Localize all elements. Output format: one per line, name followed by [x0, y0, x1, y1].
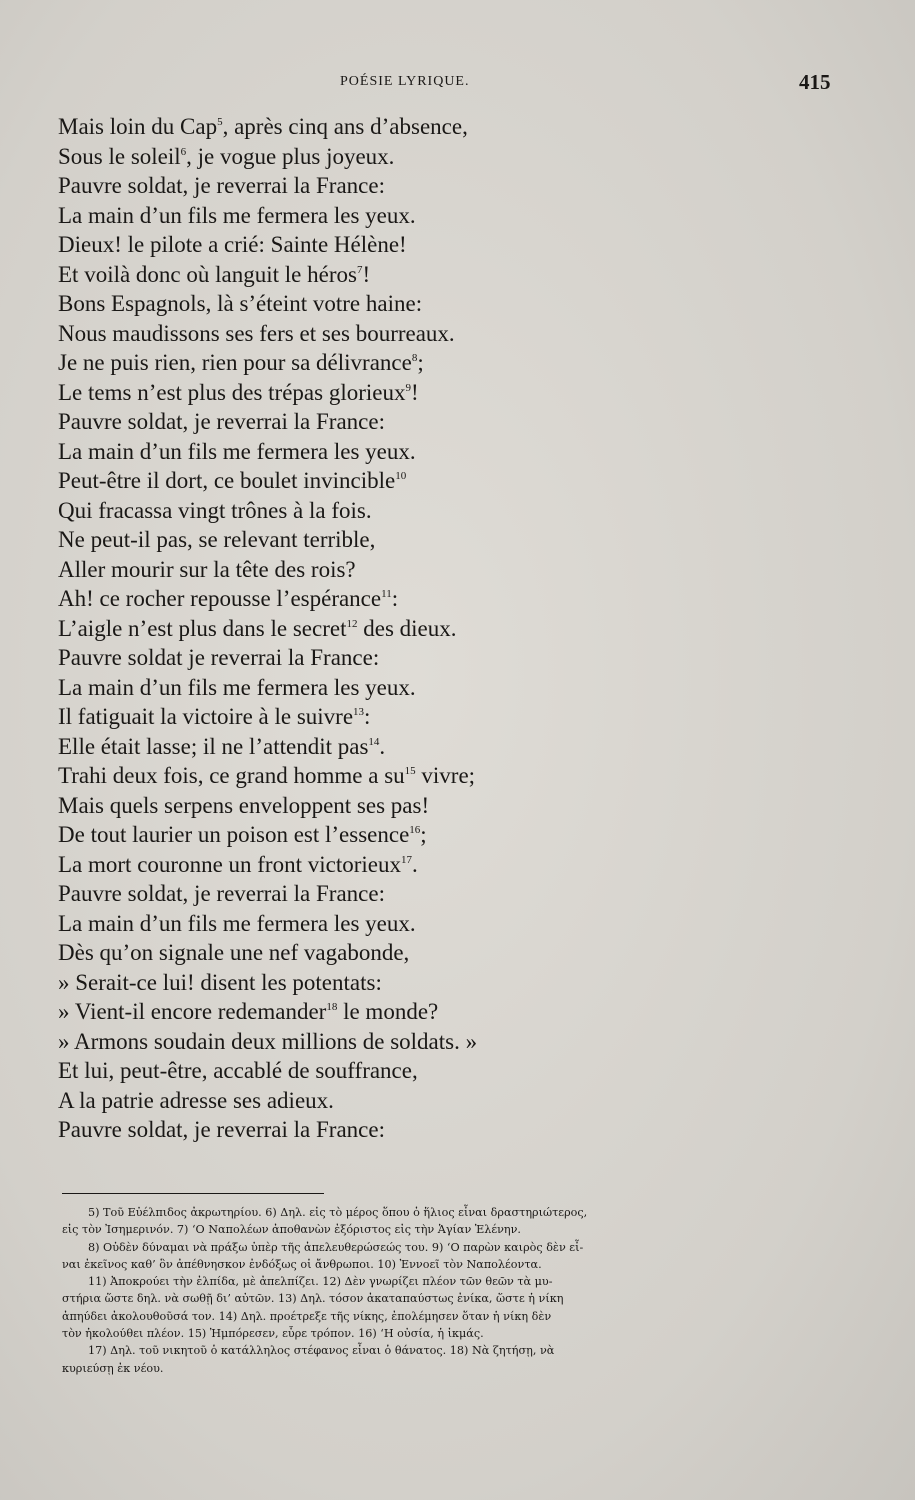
poem-line-text: Trahi deux fois, ce grand homme a su: [58, 763, 405, 788]
poem-line: [58, 112, 578, 142]
poem-line: [58, 378, 578, 408]
poem-line: [58, 407, 578, 437]
poem-line-text: Il fatiguait la victoire à le suivre: [58, 704, 354, 729]
poem-line: [58, 1027, 578, 1057]
poem-line-text: Mais loin du Cap: [58, 114, 218, 139]
poem-line-text: le monde?: [337, 999, 439, 1024]
footnote-line: ἀπηύδει ἀκολουθοῦσά τον. 14) Δηλ. προέτρεξε τῆς νίκης, ἐπολέμησεν ὅταν ἡ νίκη δὲν: [62, 1309, 552, 1323]
poem-line-text: ;: [420, 822, 427, 847]
poem-line-text: Ne peut-il pas, se relevant terrible,: [58, 527, 376, 552]
poem-line-text: L’aigle n’est plus dans le secret: [58, 615, 347, 641]
poem-line-text: !: [362, 261, 371, 287]
poem-line-text: Pauvre soldat je reverrai la France:: [58, 645, 380, 670]
poem-line: [58, 614, 578, 644]
poem-line-text: Bons Espagnols, là s’éteint votre haine:: [58, 291, 423, 316]
poem-line: [58, 525, 578, 555]
poem-line-text: » Serait-ce lui! disent les potentats:: [58, 969, 382, 995]
poem-line-text: , après cinq ans d’absence,: [222, 114, 468, 139]
footnote-reference: 13: [353, 706, 365, 718]
poem-line: [58, 555, 578, 585]
footnote-reference: 15: [404, 765, 416, 777]
poem-line-text: Dès qu’on signale une nef vagabonde,: [58, 940, 410, 965]
poem-line: [58, 319, 578, 349]
poem-line-text: :: [364, 704, 371, 729]
footnote-reference: 8: [411, 352, 418, 364]
poem-line-text: .: [379, 733, 386, 759]
poem-line-text: Nous maudissons ses fers et ses bourreaux.: [58, 320, 455, 346]
poem-line-text: A la patrie adresse ses adieux.: [58, 1087, 334, 1113]
footnote-reference: 6: [180, 145, 187, 158]
poem-line-text: La main d’un fils me fermera les yeux.: [58, 910, 416, 936]
poem-line: [58, 702, 578, 732]
poem-line-text: » Vient-il encore redemander: [58, 999, 327, 1024]
footnote-line: 17) Δηλ. τοῦ νικητοῦ ὁ κατάλληλος στέφανος εἶναι ὁ θάνατος. 18) Νὰ ζητήσῃ, νὰ: [88, 1344, 555, 1358]
poem-line: [58, 761, 578, 791]
poem-line-text: Pauvre soldat, je reverrai la France:: [58, 881, 385, 906]
footnote-line: στήρια ὥστε δηλ. νὰ σωθῇ δι’ αὐτῶν. 13) Δηλ. τόσον ἀκαταπαύστως ἐνίκα, ὥστε ἡ νίκη: [62, 1292, 564, 1306]
poem-line-text: Je ne puis rien, rien pour sa délivrance: [58, 350, 412, 375]
poem-line-text: des dieux.: [357, 615, 457, 641]
poem-line-text: ;: [417, 350, 424, 375]
poem-line: [58, 171, 578, 201]
poem-line: [58, 997, 578, 1027]
poem-line-text: La main d’un fils me fermera les yeux.: [58, 202, 416, 228]
running-header-title: POÉSIE LYRIQUE.: [340, 74, 470, 89]
footnote-reference: 12: [346, 617, 358, 630]
poem-line-text: Qui fracassa vingt trônes à la fois.: [58, 497, 372, 523]
poem-line-text: Aller mourir sur la tête des rois?: [58, 556, 356, 582]
poem-line: [58, 1056, 578, 1086]
footnote-line: κυριεύσῃ ἐκ νέου.: [62, 1361, 164, 1375]
poem-line: [58, 230, 578, 260]
poem-line-text: De tout laurier un poison est l’essence: [58, 822, 410, 847]
poem-line-text: vivre;: [415, 763, 476, 788]
footnote-line: 8) Οὐδὲν δύναμαι νὰ πράξω ὑπὲρ τῆς ἀπελευθερώσεώς του. 9) ‘Ο παρὼν καιρὸς δὲν εἶ-: [88, 1240, 584, 1254]
poem-line: [58, 348, 578, 378]
poem-line-text: , je vogue plus joyeux.: [186, 143, 395, 169]
poem-line-text: La mort couronne un front victorieux: [58, 851, 401, 877]
poem-line-text: Mais quels serpens enveloppent ses pas!: [58, 792, 430, 818]
page-number: 415: [799, 70, 831, 94]
poem-line: [58, 466, 578, 496]
poem-line: [58, 260, 578, 290]
poem-line: [58, 879, 578, 909]
footnotes: [62, 1204, 822, 1377]
poem-line: [58, 820, 578, 850]
poem-line: [58, 289, 578, 319]
poem-line: [58, 643, 578, 673]
footnote-line: ναι ἐκεῖνος καθ’ ὃν ἀπέθνησκον ἐνδόξως οἱ ἄνθρωποι. 10) Ἐννοεῖ τὸν Ναπολέοντα.: [62, 1257, 542, 1271]
poem-line: [58, 496, 578, 526]
poem-line-text: Et lui, peut-être, accablé de souffrance,: [58, 1058, 418, 1083]
poem-line-text: Elle était lasse; il ne l’attendit pas: [58, 733, 369, 759]
poem-line-text: Pauvre soldat, je reverrai la France:: [58, 409, 385, 434]
footnote-reference: 14: [368, 735, 380, 748]
poem-line-text: Peut-être il dort, ce boulet invincible: [58, 468, 396, 493]
poem-line: [58, 142, 578, 172]
poem-line: [58, 968, 578, 998]
poem-line-text: :: [391, 586, 399, 611]
footnote-reference: 5: [217, 116, 223, 128]
poem-line-text: Pauvre soldat, je reverrai la France:: [58, 173, 385, 198]
footnote-reference: 7: [356, 263, 363, 276]
poem-line-text: La main d’un fils me fermera les yeux.: [58, 438, 416, 464]
poem-line-text: Sous le soleil: [58, 143, 181, 169]
poem-line: [58, 1086, 578, 1116]
poem-line: [58, 437, 578, 467]
footnote-reference: 18: [326, 1001, 338, 1013]
poem-line: [58, 584, 578, 614]
footnote-reference: 10: [395, 470, 407, 482]
poem-line: [58, 909, 578, 939]
poem-text: [58, 112, 578, 1145]
poem-line-text: » Armons soudain deux millions de soldats. »: [58, 1028, 478, 1054]
poem-line-text: Et voilà donc où languit le héros: [58, 261, 357, 287]
footnote-line: τὸν ἠκολούθει πλέον. 15) Ἠμπόρεσεν, εὗρε τρόπον. 16) ‘Η οὐσία, ἡ ἰκμάς.: [62, 1327, 484, 1341]
poem-line-text: !: [410, 379, 419, 405]
poem-line: [58, 938, 578, 968]
poem-line-text: La main d’un fils me fermera les yeux.: [58, 674, 416, 700]
poem-line-text: Ah! ce rocher repousse l’espérance: [58, 586, 382, 611]
poem-line-text: Pauvre soldat, je reverrai la France:: [58, 1117, 385, 1142]
poem-line: [58, 201, 578, 231]
footnote-separator-rule: [62, 1193, 324, 1194]
poem-line: [58, 791, 578, 821]
poem-line: [58, 673, 578, 703]
footnote-line: 5) Τοῦ Εὐέλπιδος ἀκρωτηρίου. 6) Δηλ. εἰς τὸ μέρος ὅπου ὁ ἥλιος εἶναι δραστηριώτερος,: [88, 1206, 588, 1219]
poem-line-text: Dieux! le pilote a crié: Sainte Hélène!: [58, 232, 407, 257]
poem-line: [58, 1115, 578, 1145]
footnote-line: εἰς τὸν Ἰσημερινόν. 7) ‘Ο Ναπολέων ἀποθανὼν ἐξόριστος εἰς τὴν Ἁγίαν Ἑλένην.: [62, 1223, 521, 1237]
footnote-reference: 11: [381, 588, 392, 600]
poem-line-text: .: [411, 851, 418, 877]
footnote-reference: 17: [400, 853, 412, 866]
footnote-reference: 9: [405, 381, 411, 394]
poem-line: [58, 732, 578, 762]
poem-line-text: Le tems n’est plus des trépas glorieux: [58, 379, 406, 405]
poem-line: [58, 850, 578, 880]
footnote-line: 11) Ἀποκρούει τὴν ἐλπίδα, μὲ ἀπελπίζει. 12) Δὲν γνωρίζει πλέον τῶν θεῶν τὰ μυ-: [88, 1275, 553, 1289]
footnote-reference: 16: [409, 824, 421, 836]
